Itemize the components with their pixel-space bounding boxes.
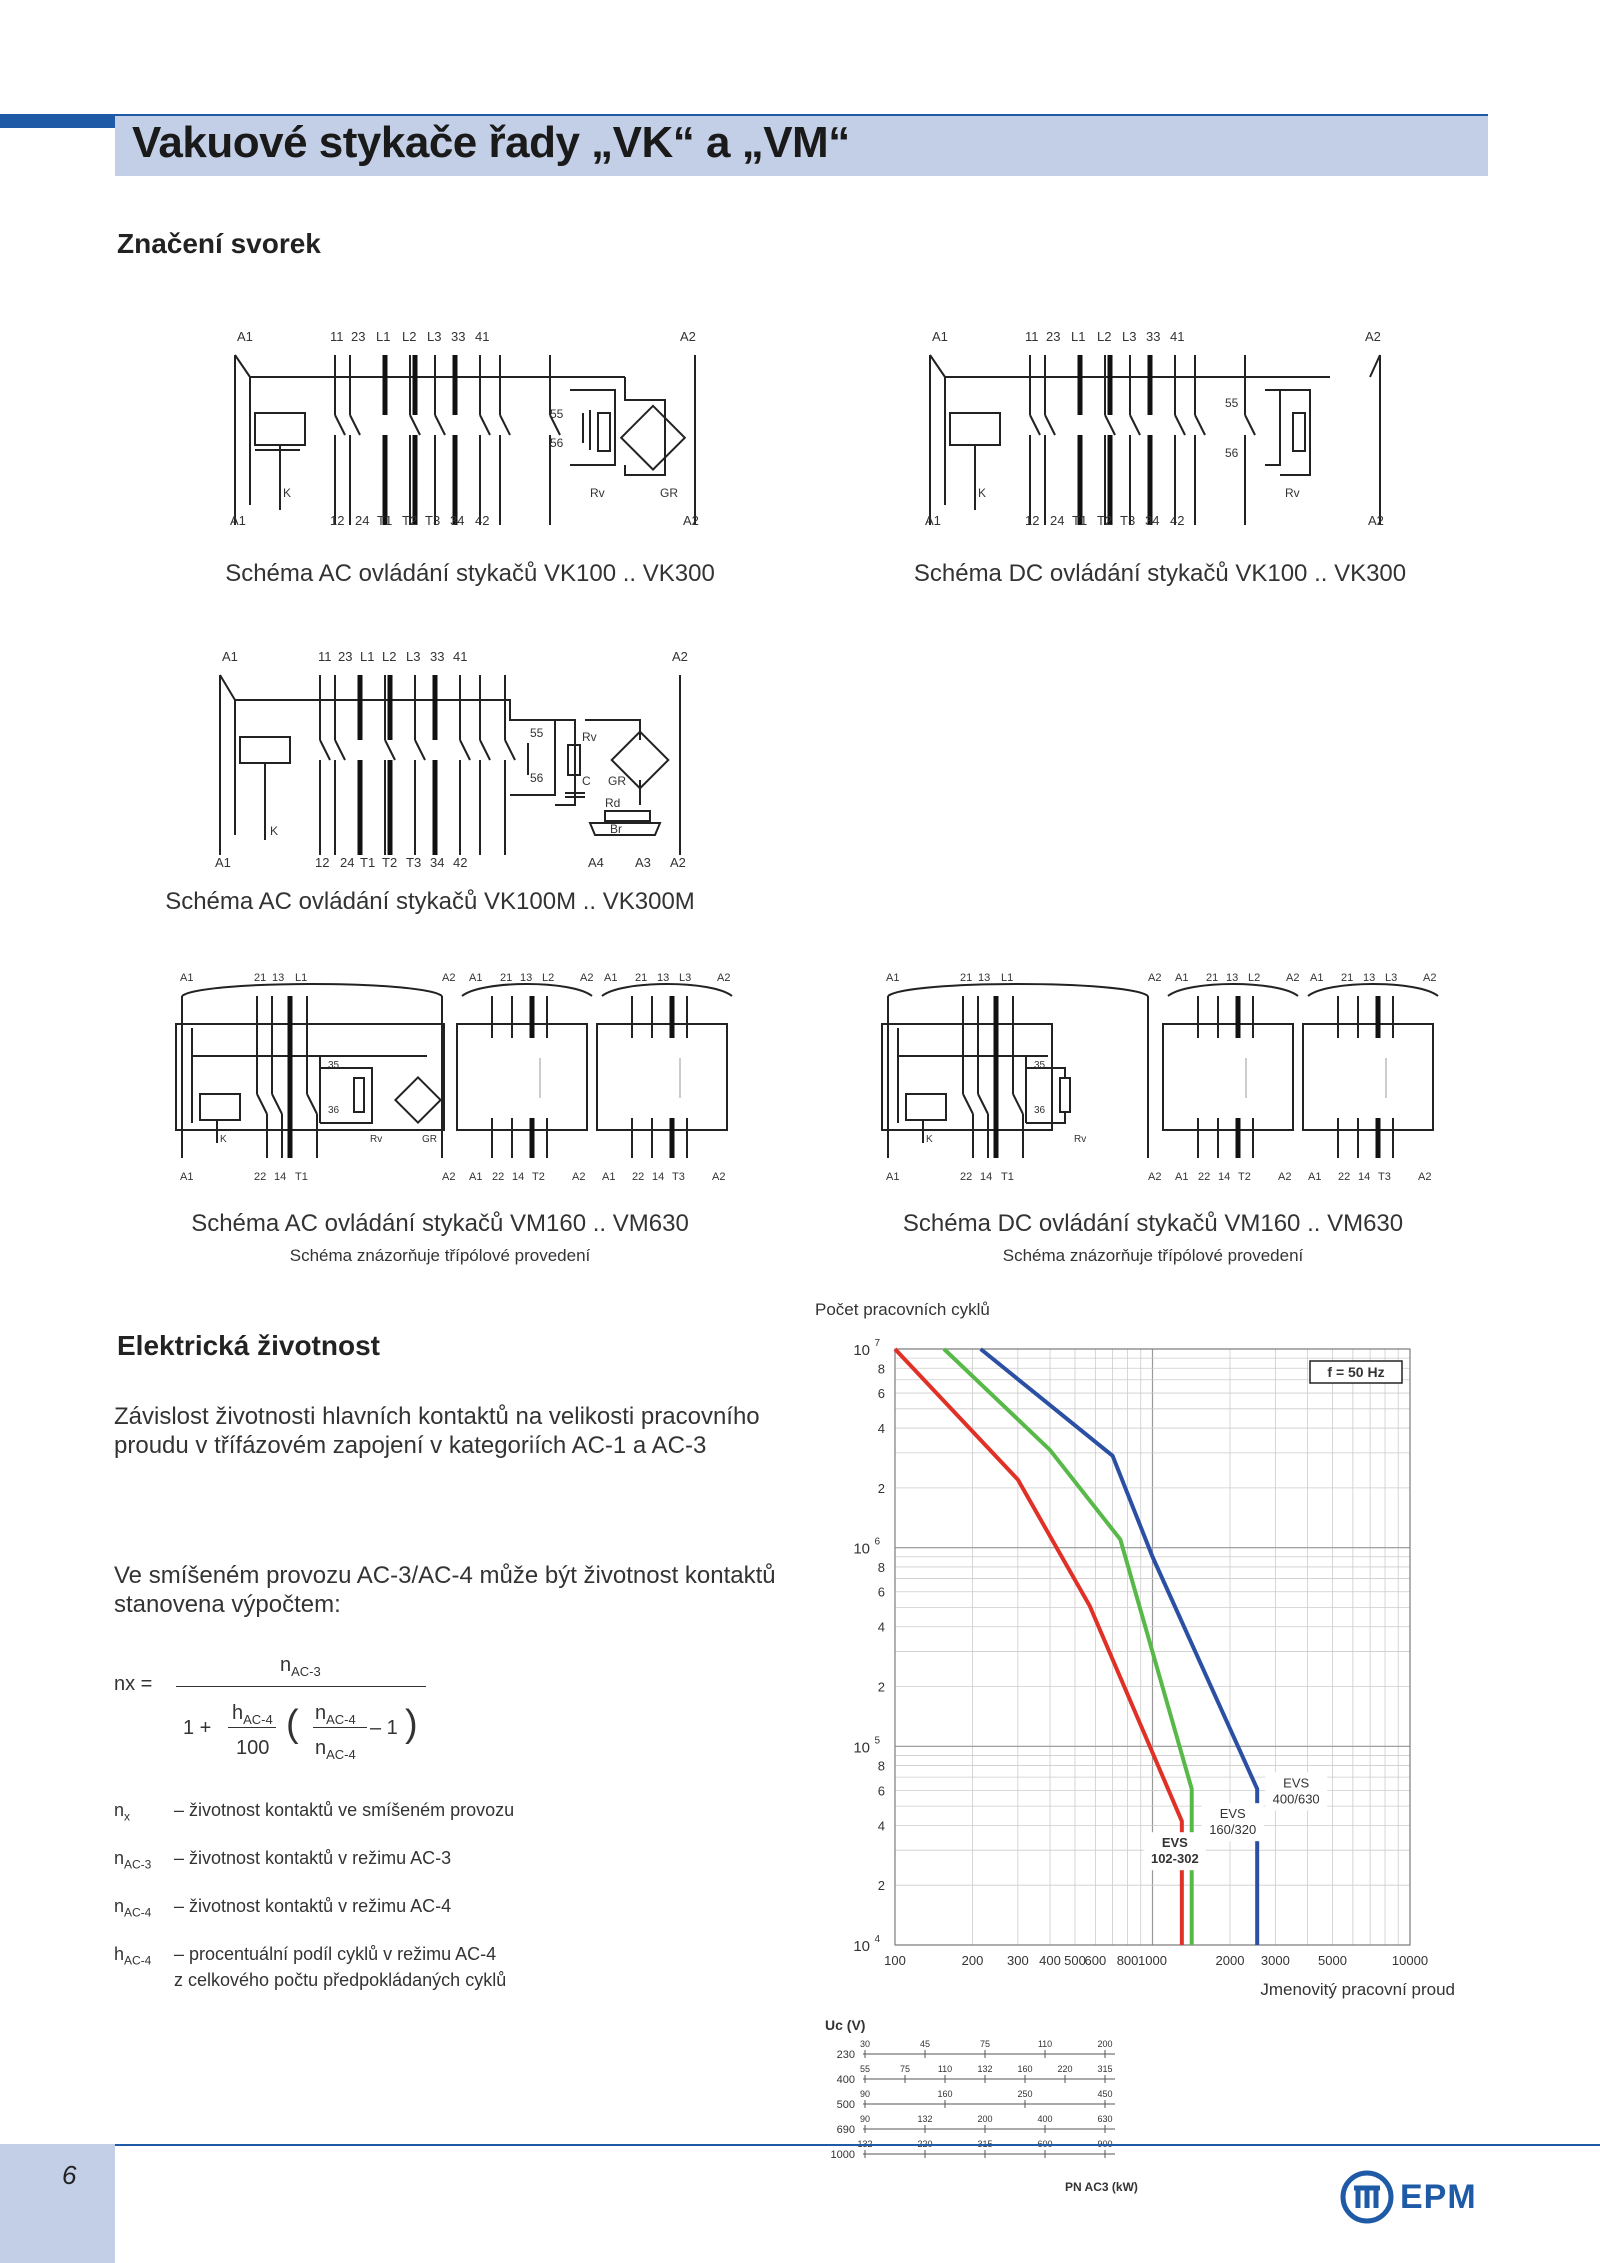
label-13: 13	[520, 972, 533, 984]
label-l3: L3	[679, 972, 692, 984]
label-t3: T3	[406, 855, 422, 870]
label-t2: T2	[1238, 1171, 1251, 1183]
label-a1-top: A1	[932, 329, 948, 344]
voltage-value: 110	[1037, 2039, 1053, 2049]
label-l3: L3	[427, 329, 442, 344]
formula-fraction-bar	[176, 1686, 426, 1687]
x-axis-label: Jmenovitý pracovní proud	[1260, 1980, 1455, 1999]
brand-wordmark: EPM	[1400, 2178, 1477, 2216]
voltage-value: 110	[937, 2064, 953, 2074]
y-tick-label: 4	[877, 1421, 885, 1437]
y-tick-exponent: 4	[874, 1934, 880, 1945]
legend-symbol: n	[114, 1896, 125, 1916]
label-rv: Rv	[1285, 486, 1300, 500]
x-tick-label: 200	[961, 1953, 984, 1968]
label-23: 23	[351, 329, 366, 344]
label-k: K	[220, 1134, 227, 1145]
label-a1: A1	[602, 1171, 616, 1183]
label-14: 14	[1218, 1171, 1231, 1183]
label-a2-top: A2	[1365, 329, 1381, 344]
label-42: 42	[475, 513, 490, 528]
y-tick-label: 6	[877, 1386, 885, 1402]
formula-num-sub: AC-3	[291, 1664, 321, 1679]
label-t1: T1	[1072, 513, 1088, 528]
y-tick-exponent: 5	[874, 1735, 880, 1747]
label-gr: GR	[660, 486, 678, 500]
label-a2-top: A2	[672, 649, 688, 664]
y-tick-label: 8	[877, 1559, 885, 1575]
label-t2: T2	[1097, 513, 1113, 528]
frequency-annotation: f = 50 Hz	[1327, 1364, 1385, 1380]
label-a2-bottom: A2	[670, 855, 686, 870]
x-tick-label: 100	[884, 1953, 906, 1968]
label-a1: A1	[1175, 972, 1189, 984]
voltage-value: 220	[1057, 2064, 1073, 2074]
voltage-value: 200	[977, 2114, 993, 2124]
label-t3: T3	[425, 513, 441, 528]
legend-text: – procentuální podíl cyklů v režimu AC-4	[174, 1944, 497, 1964]
header-accent-bar	[0, 114, 115, 128]
voltage-label: 690	[836, 2124, 855, 2136]
label-55: 55	[1225, 396, 1239, 410]
y-tick-label: 8	[877, 1361, 885, 1377]
label-12: 12	[315, 855, 330, 870]
label-a3: A3	[635, 855, 651, 870]
label-14: 14	[652, 1171, 665, 1183]
legend-text: – životnost kontaktů ve smíšeném provozu	[174, 1800, 515, 1820]
label-a2: A2	[1148, 972, 1162, 984]
label-11: 11	[1025, 329, 1039, 344]
formula-hundred: 100	[236, 1737, 270, 1759]
voltage-value: 30	[859, 2039, 871, 2049]
label-rd: Rd	[605, 796, 621, 810]
voltage-value: 132	[917, 2114, 933, 2124]
x-tick-label: 400	[1039, 1953, 1061, 1968]
legend-text: – životnost kontaktů v režimu AC-3	[174, 1848, 452, 1868]
voltage-value: 160	[937, 2089, 953, 2099]
label-l1: L1	[1001, 972, 1014, 984]
label-24: 24	[1050, 513, 1065, 528]
formula-close-paren: )	[405, 1703, 418, 1745]
legend-row-nac4	[114, 1896, 451, 1920]
label-t2: T2	[382, 855, 398, 870]
x-tick-label: 2000	[1215, 1953, 1245, 1968]
label-a1-top: A1	[237, 329, 253, 344]
voltage-value: 90	[859, 2114, 871, 2124]
epm-logo-icon	[1340, 2170, 1394, 2224]
electrical-life-chart	[815, 1297, 1485, 2194]
voltage-value: 250	[1017, 2089, 1033, 2099]
x-tick-label: 500	[1064, 1953, 1086, 1968]
label-34: 34	[430, 855, 445, 870]
label-22: 22	[492, 1171, 505, 1183]
label-a1: A1	[886, 1171, 900, 1183]
label-a2: A2	[717, 972, 731, 984]
page-number: 6	[62, 2160, 77, 2190]
label-11: 11	[330, 329, 344, 344]
formula-h	[232, 1702, 273, 1727]
y-tick-exponent: 6	[874, 1536, 880, 1548]
voltage-table-title: Uc (V)	[825, 2017, 866, 2033]
label-35: 35	[1034, 1060, 1046, 1071]
series-label-range-1: 102-302	[1150, 1851, 1199, 1867]
label-a2-bottom: A2	[683, 513, 699, 528]
label-21: 21	[1341, 972, 1354, 984]
legend-row-hac4	[114, 1944, 496, 1968]
voltage-value: 75	[979, 2039, 991, 2049]
label-l2: L2	[402, 329, 417, 344]
label-c: C	[582, 774, 591, 788]
y-tick-exponent: 7	[874, 1338, 880, 1349]
label-a2: A2	[712, 1171, 726, 1183]
y-tick-label: 2	[877, 1480, 885, 1496]
page-title: Vakuové stykače řady „VK“ a „VM“	[132, 118, 850, 167]
legend-row-nx	[114, 1800, 514, 1824]
label-a1: A1	[1310, 972, 1324, 984]
subcaption-diagram-5: Schéma znázorňuje třípólové provedení	[1002, 1246, 1304, 1265]
label-13: 13	[1363, 972, 1376, 984]
label-a1: A1	[180, 972, 194, 984]
y-tick-label: 2	[877, 1679, 885, 1695]
label-a2: A2	[580, 972, 594, 984]
legend-sub: AC-3	[124, 1857, 152, 1872]
caption-diagram-5: Schéma DC ovládání stykačů VM160 .. VM630	[902, 1210, 1404, 1237]
label-12: 12	[1025, 513, 1040, 528]
x-tick-label: 600	[1084, 1953, 1107, 1968]
label-55: 55	[550, 407, 564, 421]
x-tick-label: 800	[1116, 1953, 1139, 1968]
label-12: 12	[330, 513, 345, 528]
voltage-value: 630	[1097, 2114, 1113, 2124]
legend-symbol: n	[114, 1800, 125, 1820]
caption-diagram-1: Schéma AC ovládání stykačů VK100 .. VK300	[225, 560, 715, 587]
label-gr: GR	[608, 774, 626, 788]
label-13: 13	[657, 972, 670, 984]
formula-numerator	[280, 1654, 321, 1679]
label-a1: A1	[1308, 1171, 1322, 1183]
caption-diagram-3: Schéma AC ovládání stykačů VK100M .. VK300M	[165, 888, 695, 915]
voltage-label: 1000	[830, 2149, 855, 2161]
label-a2: A2	[1286, 972, 1300, 984]
label-a2: A2	[442, 972, 456, 984]
chart-title: Počet pracovních cyklů	[815, 1300, 990, 1319]
label-t3: T3	[1378, 1171, 1391, 1183]
formula-n-bot-symbol: n	[315, 1737, 327, 1759]
label-14: 14	[980, 1171, 993, 1183]
label-21: 21	[1206, 972, 1219, 984]
label-t1: T1	[360, 855, 376, 870]
subcaption-diagram-4: Schéma znázorňuje třípólové provedení	[289, 1246, 591, 1265]
voltage-value: 200	[1097, 2039, 1113, 2049]
label-13: 13	[1226, 972, 1239, 984]
voltage-value: 45	[919, 2039, 931, 2049]
formula-n-top-sub: AC-4	[326, 1712, 356, 1727]
label-a1: A1	[469, 1171, 483, 1183]
x-tick-label: 5000	[1318, 1953, 1347, 1968]
label-23: 23	[1046, 329, 1061, 344]
voltage-value: 132	[977, 2064, 993, 2074]
label-41: 41	[453, 649, 468, 664]
label-36: 36	[1034, 1105, 1046, 1116]
series-label-1: EVS	[1161, 1835, 1188, 1851]
label-11: 11	[318, 649, 332, 664]
paragraph-mixed-operation: Ve smíšeném provozu AC-3/AC-4 může být životnost kontaktů stanovena výpočtem:	[114, 1562, 776, 1618]
label-a4: A4	[588, 855, 604, 870]
label-21: 21	[500, 972, 513, 984]
label-a1-top: A1	[222, 649, 238, 664]
label-l1: L1	[376, 329, 391, 344]
label-42: 42	[453, 855, 468, 870]
label-56: 56	[1225, 446, 1239, 460]
label-21: 21	[635, 972, 648, 984]
y-tick-label: 10	[853, 1540, 870, 1558]
y-tick-label: 10	[853, 1342, 870, 1359]
label-22: 22	[1338, 1171, 1351, 1183]
paragraph-dependence: Závislost životnosti hlavních kontaktů na velikosti pracovního proudu v třífázovém zapojení v kategoriích AC-1 a AC-3	[114, 1403, 760, 1459]
formula-h-bar	[228, 1727, 276, 1728]
diagram-ac-vk100m-vk300m	[210, 645, 700, 870]
label-24: 24	[340, 855, 355, 870]
series-label-range-3: 400/630	[1272, 1791, 1320, 1807]
label-rv: Rv	[590, 486, 605, 500]
label-l1: L1	[1071, 329, 1086, 344]
footer-rule	[0, 2144, 1600, 2146]
label-a2-top: A2	[680, 329, 696, 344]
label-13: 13	[978, 972, 991, 984]
legend-sub: x	[124, 1809, 131, 1824]
label-gr: GR	[422, 1134, 437, 1145]
label-a1: A1	[469, 972, 483, 984]
diagram-dc-vm160-vm630	[878, 968, 1448, 1198]
caption-diagram-2: Schéma DC ovládání stykačů VK100 .. VK300	[913, 560, 1407, 587]
caption-diagram-4: Schéma AC ovládání stykačů VM160 .. VM630	[191, 1210, 689, 1237]
label-33: 33	[430, 649, 445, 664]
label-21: 21	[960, 972, 973, 984]
label-a1: A1	[180, 1171, 194, 1183]
formula-n-bar	[313, 1727, 367, 1728]
label-t1: T1	[1001, 1171, 1014, 1183]
label-35: 35	[328, 1060, 340, 1071]
formula-den-one: 1 +	[183, 1717, 212, 1739]
label-22: 22	[1198, 1171, 1211, 1183]
label-22: 22	[960, 1171, 973, 1183]
label-33: 33	[1146, 329, 1161, 344]
y-tick-label: 8	[877, 1758, 885, 1774]
label-23: 23	[338, 649, 353, 664]
label-14: 14	[1358, 1171, 1371, 1183]
label-a1-bottom: A1	[215, 855, 231, 870]
label-a1-bottom: A1	[230, 513, 246, 528]
voltage-value: 75	[899, 2064, 911, 2074]
label-42: 42	[1170, 513, 1185, 528]
voltage-value: 160	[1017, 2064, 1033, 2074]
y-tick-label: 10	[853, 1739, 870, 1757]
label-a2: A2	[442, 1171, 456, 1183]
voltage-label: 400	[836, 2074, 855, 2086]
power-unit-label: PN AC3 (kW)	[1065, 2180, 1138, 2194]
legend-row-continuation: z celkového počtu předpokládaných cyklů	[174, 1970, 507, 1990]
formula-h-sub: AC-4	[243, 1712, 273, 1727]
x-tick-label: 10000	[1391, 1953, 1429, 1968]
series-line-3	[981, 1349, 1258, 1945]
diagram-ac-vk100-vk300	[225, 325, 720, 540]
label-22: 22	[254, 1171, 267, 1183]
voltage-value: 55	[859, 2064, 871, 2074]
label-a2: A2	[1148, 1171, 1162, 1183]
label-a1: A1	[1175, 1171, 1189, 1183]
label-a2-bottom: A2	[1368, 513, 1384, 528]
label-14: 14	[274, 1171, 287, 1183]
label-24: 24	[355, 513, 370, 528]
label-14: 14	[512, 1171, 525, 1183]
voltage-label: 500	[836, 2099, 855, 2111]
label-56: 56	[530, 771, 544, 785]
formula-n-bottom	[315, 1737, 356, 1762]
label-21: 21	[254, 972, 267, 984]
label-l2: L2	[382, 649, 397, 664]
label-55: 55	[530, 726, 544, 740]
label-rv: Rv	[582, 730, 597, 744]
legend-row-nac3	[114, 1848, 451, 1872]
series-label-2: EVS	[1219, 1806, 1246, 1822]
diagram-ac-vm160-vm630	[172, 968, 742, 1198]
label-l2: L2	[1097, 329, 1112, 344]
label-l3: L3	[406, 649, 421, 664]
voltage-value: 450	[1097, 2089, 1113, 2099]
label-34: 34	[450, 513, 465, 528]
legend-sub: AC-4	[124, 1953, 152, 1968]
voltage-label: 230	[836, 2049, 855, 2061]
label-33: 33	[451, 329, 466, 344]
formula-num-symbol: n	[280, 1654, 292, 1676]
label-13: 13	[272, 972, 285, 984]
y-tick-label: 10	[853, 1938, 870, 1955]
label-a2: A2	[572, 1171, 586, 1183]
x-tick-label: 3000	[1260, 1953, 1290, 1968]
label-k: K	[270, 824, 279, 838]
y-tick-label: 4	[877, 1619, 885, 1635]
label-br: Br	[610, 822, 622, 836]
voltage-value: 90	[859, 2089, 871, 2099]
label-a1-bottom: A1	[925, 513, 941, 528]
diagram-dc-vk100-vk300	[920, 325, 1400, 540]
label-a1: A1	[886, 972, 900, 984]
label-rv: Rv	[370, 1134, 383, 1145]
formula-n-top	[315, 1702, 356, 1727]
label-l2: L2	[1248, 972, 1261, 984]
legend-text: – životnost kontaktů v režimu AC-4	[174, 1896, 452, 1916]
label-t2: T2	[532, 1171, 545, 1183]
footer-band	[0, 2144, 115, 2263]
label-34: 34	[1145, 513, 1160, 528]
y-tick-label: 4	[877, 1818, 885, 1834]
formula-lhs: nx =	[114, 1673, 153, 1695]
y-tick-label: 2	[877, 1878, 885, 1894]
label-a2: A2	[1418, 1171, 1432, 1183]
formula-h-symbol: h	[232, 1702, 244, 1724]
formula-open-paren: (	[286, 1703, 299, 1745]
label-l2: L2	[542, 972, 555, 984]
label-a2: A2	[1423, 972, 1437, 984]
formula-minus-one: – 1	[370, 1717, 398, 1739]
label-l3: L3	[1122, 329, 1137, 344]
label-t2: T2	[402, 513, 418, 528]
legend-sub: AC-4	[124, 1905, 152, 1920]
x-tick-label: 300	[1007, 1953, 1029, 1968]
section-heading-electrical-life: Elektrická životnost	[117, 1330, 380, 1361]
formula-n-bot-sub: AC-4	[326, 1747, 356, 1762]
label-k: K	[978, 486, 987, 500]
label-k: K	[926, 1134, 933, 1145]
label-t1: T1	[295, 1171, 308, 1183]
series-label-range-2: 160/320	[1209, 1822, 1257, 1838]
legend-symbol: h	[114, 1944, 125, 1964]
label-41: 41	[1170, 329, 1185, 344]
label-rv: Rv	[1074, 1134, 1087, 1145]
voltage-value: 400	[1037, 2114, 1053, 2124]
label-t3: T3	[672, 1171, 685, 1183]
label-41: 41	[475, 329, 490, 344]
label-l1: L1	[295, 972, 308, 984]
label-l3: L3	[1385, 972, 1398, 984]
label-a1: A1	[604, 972, 618, 984]
series-label-3: EVS	[1283, 1775, 1310, 1791]
y-tick-label: 6	[877, 1783, 885, 1799]
formula-n-top-symbol: n	[315, 1702, 327, 1724]
x-tick-label: 1000	[1138, 1953, 1167, 1968]
label-k: K	[283, 486, 292, 500]
y-tick-label: 6	[877, 1584, 885, 1600]
label-t3: T3	[1120, 513, 1136, 528]
legend-symbol: n	[114, 1848, 125, 1868]
label-l1: L1	[360, 649, 375, 664]
header-rule	[115, 114, 1488, 116]
label-36: 36	[328, 1105, 340, 1116]
voltage-value: 315	[1097, 2064, 1113, 2074]
label-t1: T1	[377, 513, 393, 528]
label-a2: A2	[1278, 1171, 1292, 1183]
label-22: 22	[632, 1171, 645, 1183]
section-heading-terminals: Značení svorek	[117, 228, 321, 259]
label-56: 56	[550, 436, 564, 450]
